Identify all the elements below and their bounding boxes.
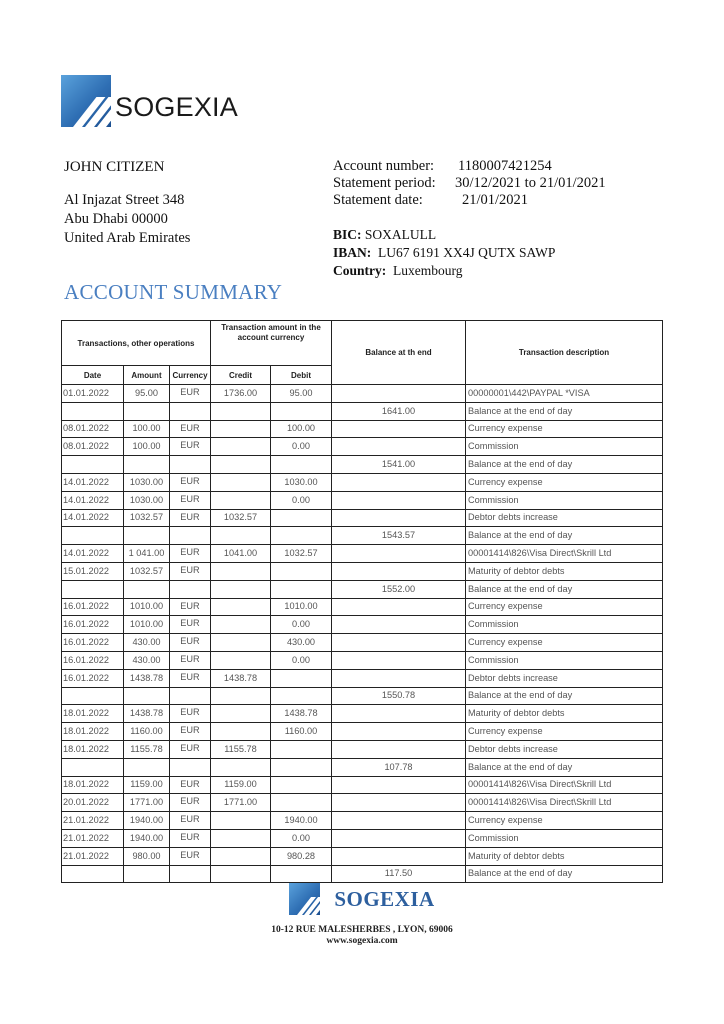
- account-info: [333, 158, 606, 209]
- footer-logo-icon: [289, 883, 320, 915]
- cell-description: Debtor debts increase: [466, 509, 663, 527]
- cell-credit: [211, 829, 271, 847]
- cell-credit: [211, 562, 271, 580]
- table-row: [62, 616, 663, 634]
- cell-amount: 980.00: [124, 847, 170, 865]
- cell-date: 20.01.2022: [62, 794, 124, 812]
- cell-debit: 1032.57: [271, 545, 332, 563]
- cell-description: Commission: [466, 829, 663, 847]
- country-value: Luxembourg: [393, 263, 463, 278]
- cell-currency: EUR: [170, 723, 211, 741]
- cell-description: Maturity of debtor debts: [466, 847, 663, 865]
- table-row: [62, 634, 663, 652]
- cell-balance: 1543.57: [332, 527, 466, 545]
- cell-credit: [211, 847, 271, 865]
- cell-amount: [124, 865, 170, 883]
- cell-amount: 430.00: [124, 634, 170, 652]
- cell-balance: [332, 705, 466, 723]
- account-number: 1180007421254: [458, 158, 552, 174]
- cell-balance: [332, 473, 466, 491]
- cell-credit: 1771.00: [211, 794, 271, 812]
- cell-date: [62, 456, 124, 474]
- table-row: [62, 438, 663, 456]
- cell-credit: [211, 438, 271, 456]
- cell-credit: 1736.00: [211, 385, 271, 403]
- table-row: [62, 687, 663, 705]
- cell-date: [62, 580, 124, 598]
- cell-amount: 1438.78: [124, 705, 170, 723]
- cell-debit: [271, 562, 332, 580]
- table-row: [62, 420, 663, 438]
- cell-currency: EUR: [170, 509, 211, 527]
- cell-balance: [332, 420, 466, 438]
- header-credit: Credit: [211, 366, 271, 385]
- table-row: [62, 509, 663, 527]
- cell-credit: [211, 758, 271, 776]
- table-row: [62, 740, 663, 758]
- footer-brand: [289, 883, 434, 915]
- cell-balance: [332, 723, 466, 741]
- cell-date: 14.01.2022: [62, 509, 124, 527]
- transactions-table: [61, 320, 663, 883]
- header-description: Transaction description: [466, 321, 663, 385]
- bic-value: SOXALULL: [364, 227, 437, 242]
- cell-description: Maturity of debtor debts: [466, 705, 663, 723]
- cell-amount: [124, 687, 170, 705]
- cell-date: [62, 402, 124, 420]
- table-row: [62, 794, 663, 812]
- cell-debit: 1438.78: [271, 705, 332, 723]
- cell-description: Currency expense: [466, 723, 663, 741]
- cell-balance: [332, 669, 466, 687]
- cell-currency: EUR: [170, 385, 211, 403]
- table-row: [62, 402, 663, 420]
- cell-description: 00001414\826\Visa Direct\Skrill Ltd: [466, 794, 663, 812]
- header-currency: Currency: [170, 366, 211, 385]
- cell-amount: 1771.00: [124, 794, 170, 812]
- cell-balance: [332, 545, 466, 563]
- cell-amount: 1155.78: [124, 740, 170, 758]
- statement-date: 21/01/2021: [462, 192, 529, 208]
- cell-balance: [332, 829, 466, 847]
- cell-balance: [332, 598, 466, 616]
- cell-description: Maturity of debtor debts: [466, 562, 663, 580]
- account-number-label: Account number:: [333, 158, 435, 174]
- customer-block: [64, 158, 190, 248]
- cell-balance: [332, 491, 466, 509]
- cell-date: 08.01.2022: [62, 438, 124, 456]
- cell-currency: EUR: [170, 812, 211, 830]
- table-row: [62, 705, 663, 723]
- cell-credit: [211, 723, 271, 741]
- cell-credit: 1438.78: [211, 669, 271, 687]
- cell-amount: 1 041.00: [124, 545, 170, 563]
- cell-currency: [170, 758, 211, 776]
- cell-currency: EUR: [170, 420, 211, 438]
- cell-debit: 430.00: [271, 634, 332, 652]
- cell-debit: 1010.00: [271, 598, 332, 616]
- iban-row: [333, 244, 555, 262]
- cell-description: Balance at the end of day: [466, 527, 663, 545]
- bank-info: [333, 226, 555, 280]
- cell-currency: EUR: [170, 438, 211, 456]
- cell-currency: EUR: [170, 473, 211, 491]
- cell-date: 16.01.2022: [62, 616, 124, 634]
- cell-description: Balance at the end of day: [466, 758, 663, 776]
- cell-date: 14.01.2022: [62, 473, 124, 491]
- table-row: [62, 776, 663, 794]
- cell-credit: [211, 473, 271, 491]
- cell-amount: 430.00: [124, 651, 170, 669]
- cell-date: 21.01.2022: [62, 812, 124, 830]
- cell-balance: [332, 740, 466, 758]
- table-row: [62, 545, 663, 563]
- cell-debit: [271, 740, 332, 758]
- cell-balance: 1552.00: [332, 580, 466, 598]
- table-row: [62, 829, 663, 847]
- cell-debit: [271, 865, 332, 883]
- cell-date: [62, 758, 124, 776]
- cell-description: Debtor debts increase: [466, 669, 663, 687]
- cell-date: 18.01.2022: [62, 740, 124, 758]
- cell-balance: [332, 385, 466, 403]
- cell-debit: [271, 794, 332, 812]
- cell-description: Balance at the end of day: [466, 865, 663, 883]
- cell-balance: [332, 634, 466, 652]
- cell-debit: [271, 456, 332, 474]
- cell-date: [62, 865, 124, 883]
- cell-amount: [124, 580, 170, 598]
- cell-credit: 1041.00: [211, 545, 271, 563]
- bank-name: SOGEXIA: [115, 91, 238, 122]
- cell-balance: 1541.00: [332, 456, 466, 474]
- table-row: [62, 562, 663, 580]
- cell-description: Commission: [466, 438, 663, 456]
- group-header-amount: Transaction amount in the account currency: [211, 321, 332, 366]
- cell-amount: 100.00: [124, 420, 170, 438]
- cell-balance: [332, 812, 466, 830]
- cell-description: Balance at the end of day: [466, 456, 663, 474]
- cell-credit: [211, 865, 271, 883]
- cell-date: 18.01.2022: [62, 705, 124, 723]
- cell-currency: EUR: [170, 705, 211, 723]
- account-number-row: [333, 158, 606, 175]
- cell-balance: [332, 616, 466, 634]
- cell-currency: EUR: [170, 794, 211, 812]
- cell-description: 00001414\826\Visa Direct\Skrill Ltd: [466, 776, 663, 794]
- cell-date: 16.01.2022: [62, 669, 124, 687]
- iban-value: LU67 6191 XX4J QUTX SAWP: [378, 245, 556, 260]
- cell-debit: 980.28: [271, 847, 332, 865]
- cell-debit: 95.00: [271, 385, 332, 403]
- cell-date: 21.01.2022: [62, 829, 124, 847]
- cell-credit: [211, 812, 271, 830]
- cell-currency: [170, 865, 211, 883]
- cell-currency: EUR: [170, 491, 211, 509]
- cell-date: 16.01.2022: [62, 598, 124, 616]
- cell-credit: 1159.00: [211, 776, 271, 794]
- cell-date: 14.01.2022: [62, 491, 124, 509]
- table-row: [62, 865, 663, 883]
- cell-balance: [332, 562, 466, 580]
- table-body: [62, 385, 663, 883]
- iban-label: IBAN:: [333, 245, 372, 260]
- cell-description: 00000001\442\PAYPAL *VISA: [466, 385, 663, 403]
- cell-date: 14.01.2022: [62, 545, 124, 563]
- cell-amount: [124, 456, 170, 474]
- address-line-1: Al Injazat Street 348: [64, 192, 185, 208]
- header-amount: Amount: [124, 366, 170, 385]
- country-label: Country:: [333, 263, 387, 278]
- cell-debit: 0.00: [271, 651, 332, 669]
- footer-brand-name: SOGEXIA: [334, 886, 435, 911]
- cell-amount: 100.00: [124, 438, 170, 456]
- table-row: [62, 385, 663, 403]
- cell-debit: 100.00: [271, 420, 332, 438]
- cell-credit: [211, 456, 271, 474]
- address-line-2: Abu Dhabi 00000: [64, 211, 168, 227]
- cell-amount: 1030.00: [124, 473, 170, 491]
- table-row: [62, 651, 663, 669]
- cell-date: 16.01.2022: [62, 651, 124, 669]
- cell-credit: [211, 705, 271, 723]
- cell-debit: [271, 402, 332, 420]
- cell-credit: [211, 687, 271, 705]
- cell-credit: 1032.57: [211, 509, 271, 527]
- cell-currency: [170, 687, 211, 705]
- cell-balance: [332, 847, 466, 865]
- table-row: [62, 527, 663, 545]
- table-row: [62, 491, 663, 509]
- statement-date-label: Statement date:: [333, 192, 423, 208]
- cell-balance: 117.50: [332, 865, 466, 883]
- cell-date: 21.01.2022: [62, 847, 124, 865]
- cell-amount: 1159.00: [124, 776, 170, 794]
- cell-currency: EUR: [170, 634, 211, 652]
- table-row: [62, 456, 663, 474]
- cell-currency: [170, 402, 211, 420]
- header-balance: Balance at th end: [332, 321, 466, 385]
- cell-currency: [170, 456, 211, 474]
- statement-period-row: [333, 175, 606, 192]
- bic-row: [333, 226, 555, 244]
- footer-address: 10-12 RUE MALESHERBES , LYON, 69006: [271, 925, 453, 935]
- cell-amount: 1032.57: [124, 509, 170, 527]
- cell-credit: [211, 420, 271, 438]
- cell-date: 08.01.2022: [62, 420, 124, 438]
- cell-debit: [271, 509, 332, 527]
- cell-amount: 1940.00: [124, 829, 170, 847]
- cell-credit: [211, 616, 271, 634]
- cell-amount: 1160.00: [124, 723, 170, 741]
- cell-description: Currency expense: [466, 634, 663, 652]
- cell-credit: [211, 634, 271, 652]
- address-line-3: United Arab Emirates: [64, 230, 191, 246]
- table-row: [62, 580, 663, 598]
- cell-credit: [211, 402, 271, 420]
- cell-currency: EUR: [170, 545, 211, 563]
- cell-amount: 1010.00: [124, 616, 170, 634]
- cell-debit: [271, 776, 332, 794]
- cell-debit: [271, 527, 332, 545]
- cell-description: Currency expense: [466, 420, 663, 438]
- table-row: [62, 473, 663, 491]
- cell-currency: EUR: [170, 740, 211, 758]
- cell-debit: 1940.00: [271, 812, 332, 830]
- cell-credit: [211, 651, 271, 669]
- cell-currency: EUR: [170, 829, 211, 847]
- statement-period-label: Statement period:: [333, 175, 436, 191]
- cell-description: Balance at the end of day: [466, 687, 663, 705]
- cell-amount: 1438.78: [124, 669, 170, 687]
- cell-description: Commission: [466, 651, 663, 669]
- customer-name: JOHN CITIZEN: [64, 159, 165, 175]
- cell-amount: 1030.00: [124, 491, 170, 509]
- cell-balance: [332, 438, 466, 456]
- footer: [0, 883, 724, 946]
- cell-balance: [332, 776, 466, 794]
- cell-amount: 1010.00: [124, 598, 170, 616]
- header-debit: Debit: [271, 366, 332, 385]
- cell-credit: [211, 580, 271, 598]
- cell-balance: [332, 794, 466, 812]
- cell-debit: [271, 669, 332, 687]
- group-header-transactions: Transactions, other operations: [62, 321, 211, 366]
- cell-credit: [211, 527, 271, 545]
- table-row: [62, 847, 663, 865]
- cell-date: [62, 687, 124, 705]
- cell-description: Commission: [466, 616, 663, 634]
- cell-debit: 1030.00: [271, 473, 332, 491]
- table-row: [62, 758, 663, 776]
- cell-debit: [271, 758, 332, 776]
- cell-amount: [124, 758, 170, 776]
- cell-currency: EUR: [170, 598, 211, 616]
- statement-date-row: [333, 192, 606, 209]
- cell-debit: 0.00: [271, 491, 332, 509]
- header-date: Date: [62, 366, 124, 385]
- bank-logo: [61, 75, 238, 127]
- cell-debit: [271, 687, 332, 705]
- table-row: [62, 812, 663, 830]
- cell-amount: 1940.00: [124, 812, 170, 830]
- cell-balance: [332, 651, 466, 669]
- cell-currency: EUR: [170, 616, 211, 634]
- cell-currency: EUR: [170, 669, 211, 687]
- cell-description: Commission: [466, 491, 663, 509]
- cell-debit: 0.00: [271, 438, 332, 456]
- cell-description: 00001414\826\Visa Direct\Skrill Ltd: [466, 545, 663, 563]
- cell-debit: 0.00: [271, 616, 332, 634]
- cell-description: Currency expense: [466, 598, 663, 616]
- table-row: [62, 669, 663, 687]
- cell-date: 18.01.2022: [62, 723, 124, 741]
- cell-date: 01.01.2022: [62, 385, 124, 403]
- cell-credit: [211, 491, 271, 509]
- table-row: [62, 723, 663, 741]
- cell-currency: [170, 527, 211, 545]
- cell-balance: 107.78: [332, 758, 466, 776]
- logo-mark-icon: [61, 75, 111, 127]
- cell-amount: [124, 402, 170, 420]
- cell-date: 18.01.2022: [62, 776, 124, 794]
- cell-credit: 1155.78: [211, 740, 271, 758]
- cell-amount: 95.00: [124, 385, 170, 403]
- cell-credit: [211, 598, 271, 616]
- cell-amount: 1032.57: [124, 562, 170, 580]
- statement-period: 30/12/2021 to 21/01/2021: [455, 175, 606, 191]
- cell-amount: [124, 527, 170, 545]
- cell-debit: 0.00: [271, 829, 332, 847]
- cell-description: Balance at the end of day: [466, 402, 663, 420]
- cell-balance: 1550.78: [332, 687, 466, 705]
- cell-currency: EUR: [170, 847, 211, 865]
- cell-description: Debtor debts increase: [466, 740, 663, 758]
- cell-currency: EUR: [170, 562, 211, 580]
- cell-debit: [271, 580, 332, 598]
- cell-date: 15.01.2022: [62, 562, 124, 580]
- cell-debit: 1160.00: [271, 723, 332, 741]
- cell-balance: 1641.00: [332, 402, 466, 420]
- cell-description: Currency expense: [466, 473, 663, 491]
- cell-description: Balance at the end of day: [466, 580, 663, 598]
- country-row: [333, 262, 555, 280]
- footer-website[interactable]: www.sogexia.com: [326, 936, 398, 946]
- cell-description: Currency expense: [466, 812, 663, 830]
- cell-currency: EUR: [170, 776, 211, 794]
- table-row: [62, 598, 663, 616]
- cell-balance: [332, 509, 466, 527]
- cell-date: 16.01.2022: [62, 634, 124, 652]
- cell-currency: [170, 580, 211, 598]
- cell-date: [62, 527, 124, 545]
- section-title: ACCOUNT SUMMARY: [64, 280, 283, 304]
- cell-currency: EUR: [170, 651, 211, 669]
- bic-label: BIC:: [333, 227, 362, 242]
